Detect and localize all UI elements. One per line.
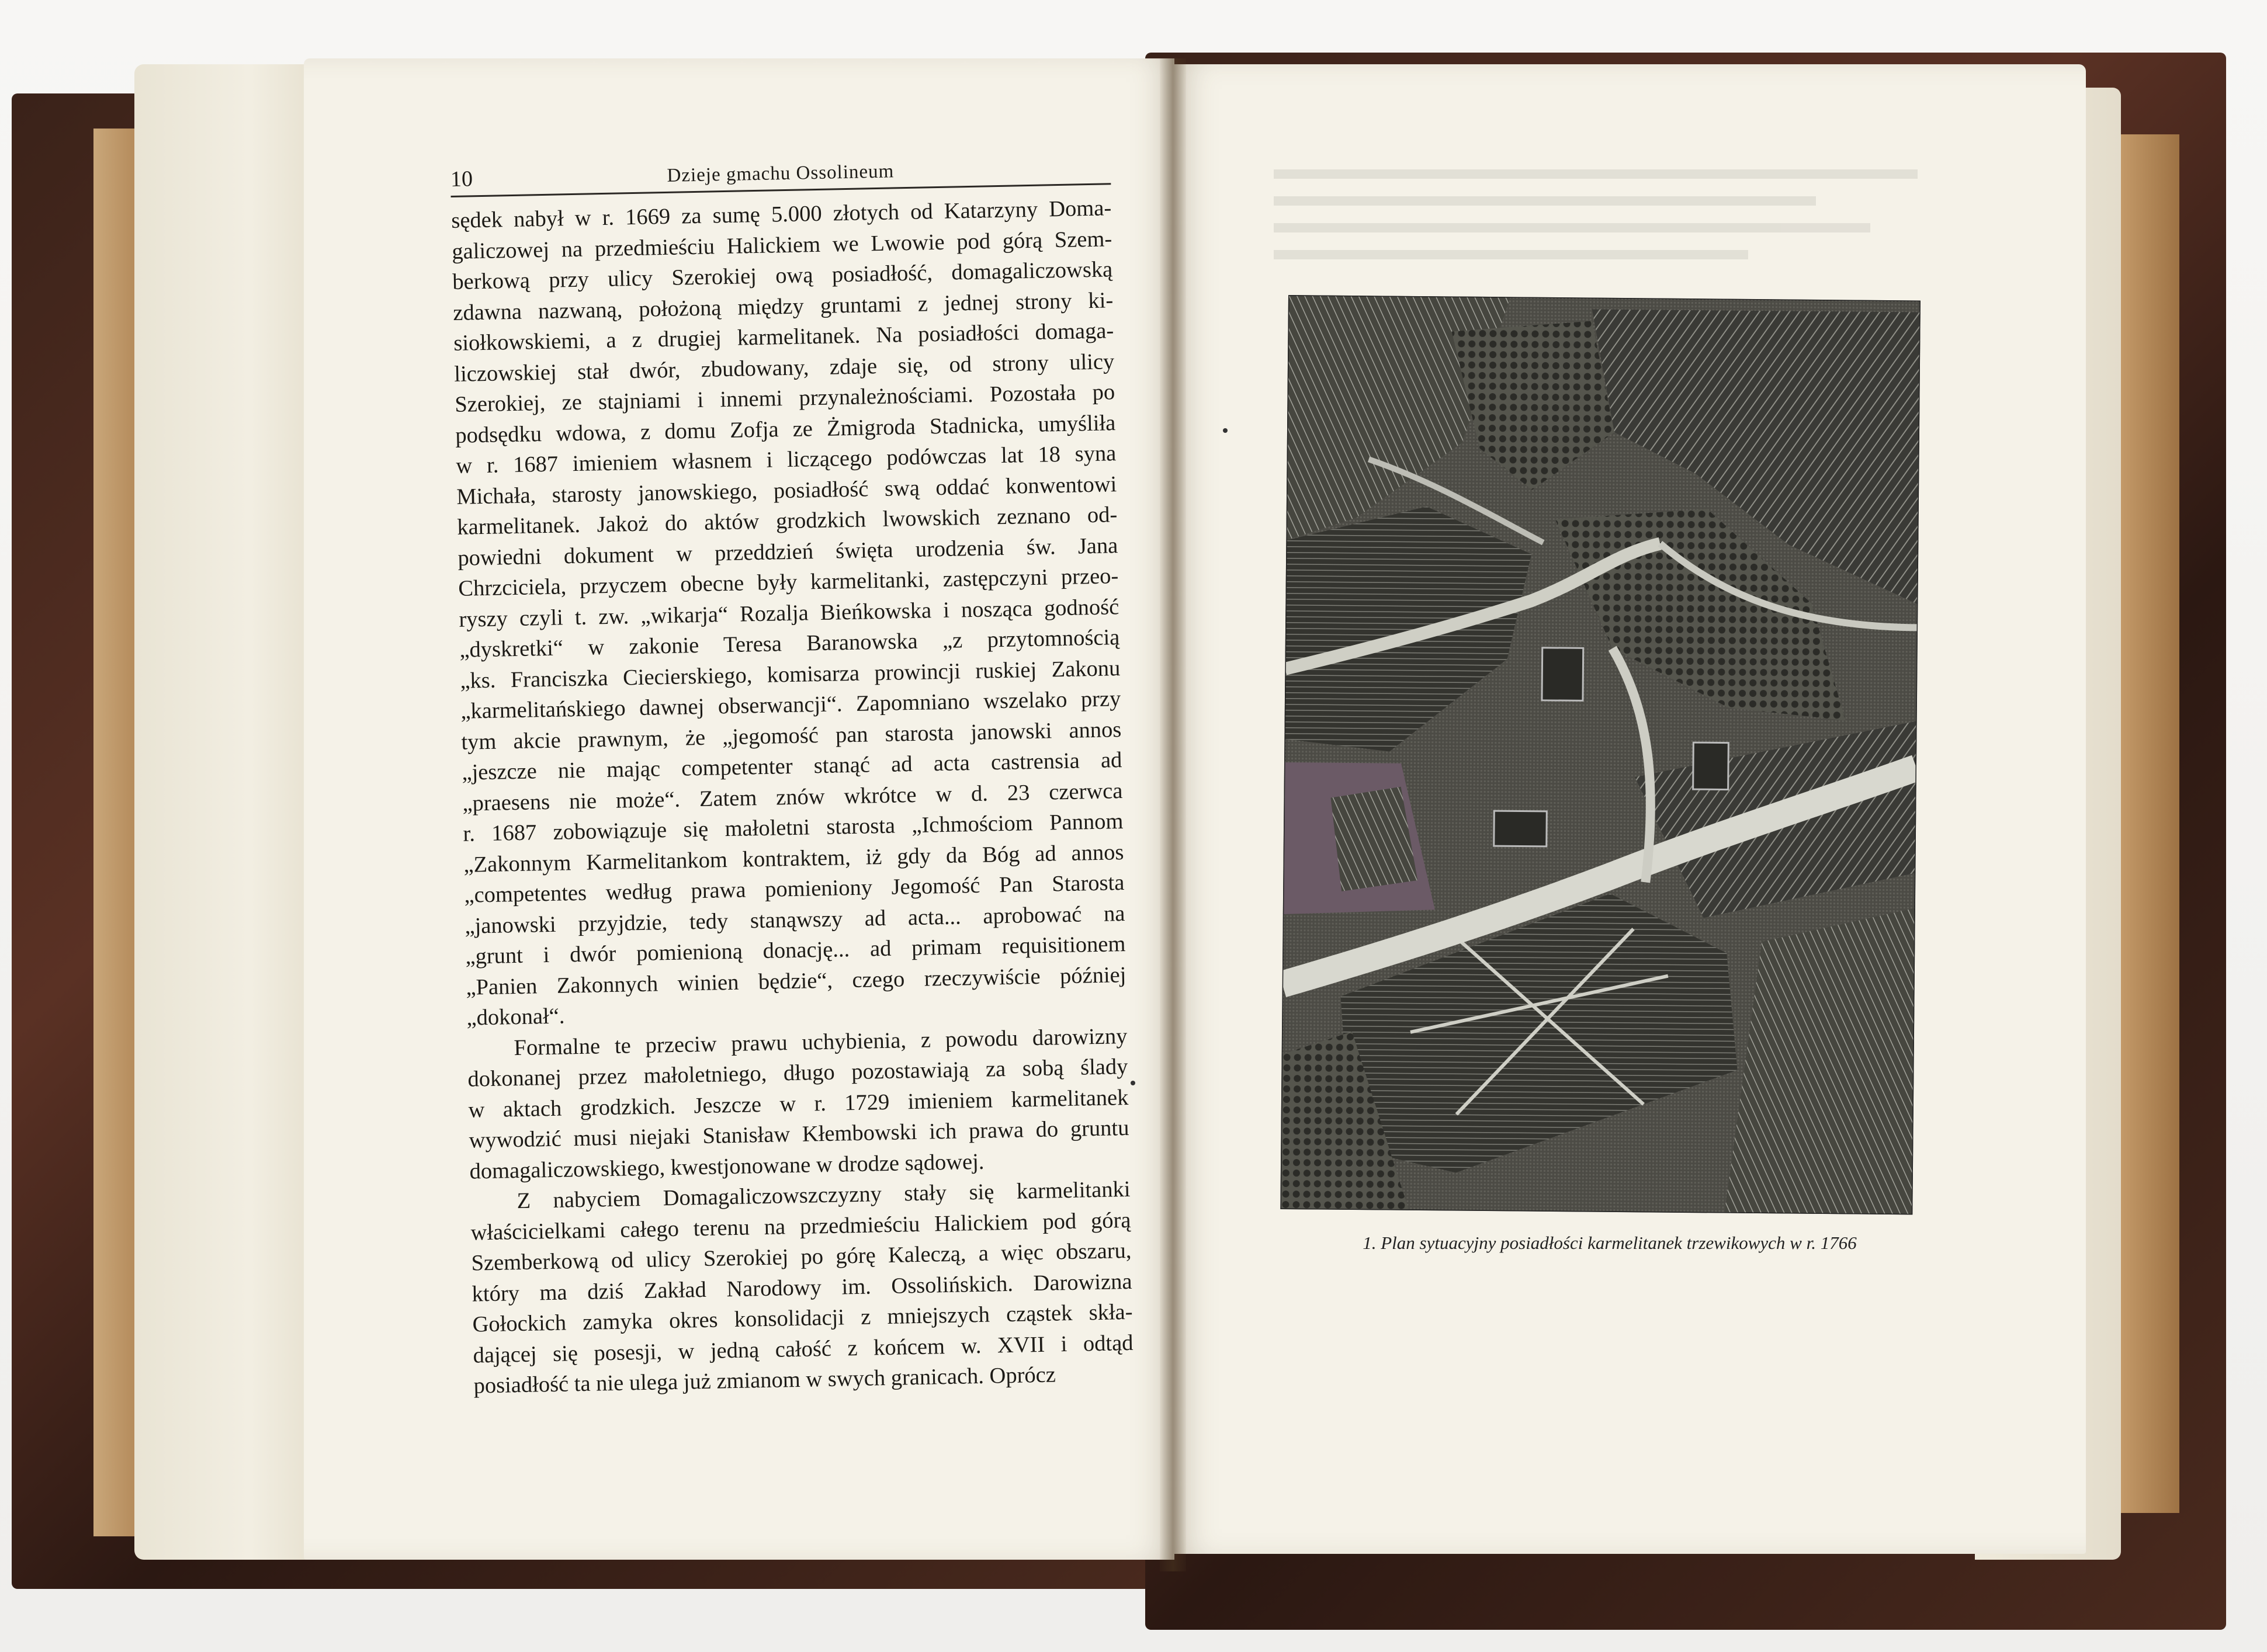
- site-plan-figure: [1280, 295, 1921, 1214]
- text-line: zdawna nazwaną, położoną między gruntami z jednej strony ki-: [452, 287, 1114, 325]
- paper-speck: [1223, 428, 1228, 433]
- text-line: „jeszcze nie mając competenter stanąć ad acta castrensia ad: [462, 748, 1122, 785]
- running-title: Dzieje gmachu Ossolineum: [667, 161, 895, 186]
- text-line: „grunt i dwór pomienioną donację... ad primam requisitionem: [465, 932, 1126, 969]
- text-line: berkową przy ulicy Szerokiej ową posiadłość, domagaliczowską: [452, 257, 1113, 294]
- text-line: „Panien Zakonnych winien będzie“, czego rzeczywiście później: [466, 962, 1126, 1000]
- text-line: Szemberkową od ulicy Szerokiej po górę Kaleczą, a więc obszaru,: [471, 1238, 1132, 1276]
- page-stack-left: [134, 64, 327, 1560]
- page-number: 10: [450, 166, 473, 192]
- text-line: „janowski przyjdzie, tedy stanąwszy ad acta... aprobować na: [465, 901, 1125, 939]
- body-text: [451, 193, 1134, 1401]
- text-line: siołkowskiemi, a z drugiej karmelitanek. Na posiadłości domaga-: [453, 318, 1114, 356]
- text-line: który ma dziś Zakład Narodowy im. Ossolińskich. Darowizna: [472, 1269, 1132, 1307]
- text-line: właścicielkami całego terenu na przedmieściu Halickiem pod górą: [470, 1207, 1131, 1245]
- map-building-1: [1542, 648, 1583, 701]
- book-gutter: [1160, 58, 1186, 1571]
- text-line: „praesens nie może“. Zatem znów wkrótce w d. 23 czerwca: [462, 778, 1123, 816]
- text-line: „karmelitańskiego dawnej obserwancji“. Zapomniano wszelako przy: [460, 686, 1121, 724]
- map-building-2: [1693, 742, 1729, 790]
- text-line: Chrzciciela, przyczem obecne były karmelitanki, zastępczyni przeo-: [458, 564, 1119, 601]
- text-line: powiedni dokument w przeddzień święta urodzenia św. Jana: [457, 533, 1118, 571]
- text-line: w aktach grodzkich. Jeszcze w r. 1729 imieniem karmelitanek: [468, 1085, 1129, 1123]
- text-line: liczowskiej stał dwór, zbudowany, zdaje się, od strony ulicy: [453, 349, 1115, 387]
- text-line: domagaliczowskiego, kwestjonowane w drodze sądowej.: [469, 1149, 985, 1184]
- paper-speck: [1131, 1081, 1135, 1085]
- map-building-3: [1494, 811, 1547, 846]
- text-line: karmelitanek. Jakoż do aktów grodzkich lwowskich zeznano od-: [457, 502, 1118, 540]
- text-line: posiadłość ta nie ulega już zmianom w swych granicach. Oprócz: [473, 1362, 1056, 1398]
- left-page-text: [450, 136, 1134, 1401]
- text-line: Z nabyciem Domagaliczowszczyzny stały się karmelitanki: [517, 1176, 1131, 1214]
- text-line: ryszy czyli t. zw. „wikarja“ Rozalja Bieńkowska i nosząca godność: [459, 594, 1119, 632]
- text-line: „Zakonnym Karmelitankom kontraktem, iż gdy da Bóg ad annos: [463, 839, 1124, 877]
- text-line: Formalne te przeciw prawu uchybienia, z powodu darowizny: [514, 1023, 1128, 1060]
- text-line: „ks. Franciszka Ciecierskiego, komisarza prowincji ruskiej Zakonu: [460, 655, 1121, 693]
- text-line: dokonanej przez małoletniego, długo pozostawiają za sobą ślady: [467, 1054, 1128, 1092]
- text-line: w r. 1687 imieniem własnem i liczącego podówczas lat 18 syna: [456, 441, 1117, 478]
- text-line: Gołockich zamyka okres konsolidacji z mniejszych cząstek skła-: [472, 1299, 1133, 1337]
- text-line: galiczowej na przedmieściu Halickiem we Lwowie pod górą Szem-: [451, 226, 1112, 264]
- text-line: dającej się posesji, w jedną całość z końcem w. XVII i odtąd: [473, 1330, 1134, 1368]
- text-line: „competentes według prawa pomieniony Jegomość Pan Starosta: [464, 870, 1125, 908]
- text-line: sędek nabył w r. 1669 za sumę 5.000 złotych od Katarzyny Doma-: [450, 196, 1112, 233]
- text-line: Szerokiej, ze stajniami i innemi przynależnościami. Pozostała po: [455, 380, 1115, 417]
- text-line: tym akcie prawnym, że „jegomość pan starosta janowski annos: [461, 717, 1122, 755]
- text-line: r. 1687 zobowiązuje się małoletni starosta „Ichmościom Pannom: [463, 809, 1124, 846]
- text-line: podsędku wdowa, z domu Zofja ze Żmigroda Stadnicka, umyśliła: [455, 410, 1116, 448]
- text-line: Michała, starosty janowskiego, posiadłość swą oddać konwentowi: [456, 471, 1117, 509]
- text-line: wywodzić musi niejaki Stanisław Kłembowski ich prawa do gruntu: [469, 1115, 1129, 1153]
- figure-caption: 1. Plan sytuacyjny posiadłości karmelitanek trzewikowych w r. 1766: [1363, 1233, 1857, 1253]
- text-line: „dyskretki“ w zakonie Teresa Baranowska „z przytomnością: [459, 625, 1120, 662]
- text-line: „dokonał“.: [466, 1004, 565, 1030]
